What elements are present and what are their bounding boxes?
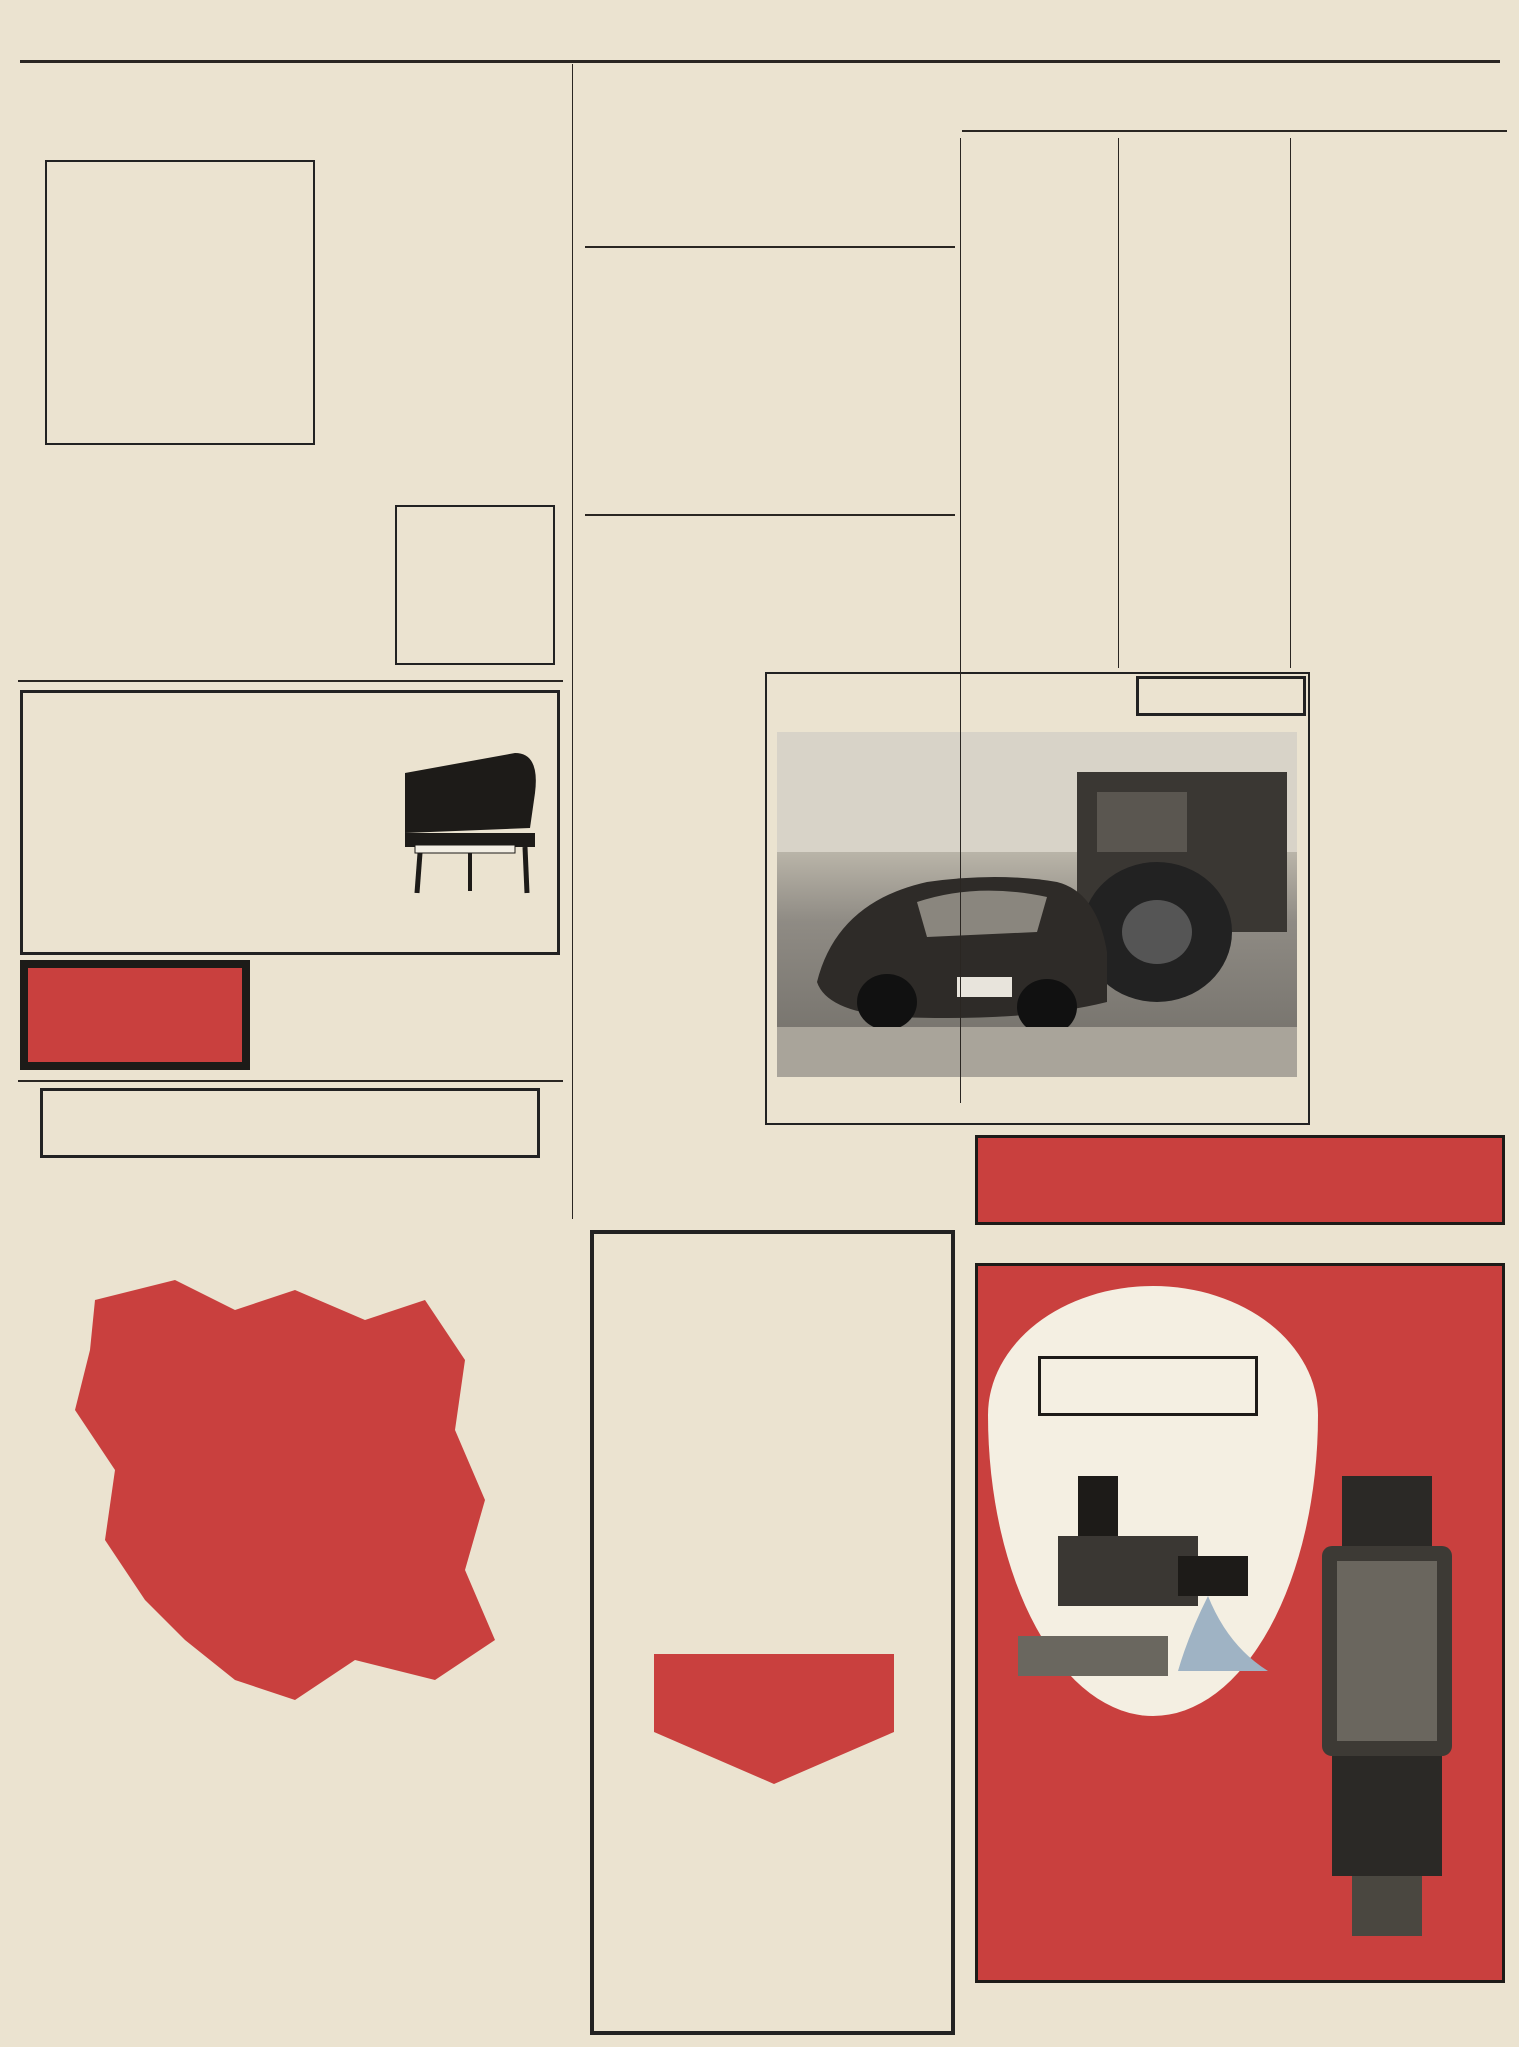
masthead [585,66,945,166]
lottery-top [594,1274,951,1334]
schimmel-brand-fa [63,727,363,797]
irrigation-icon [1018,1456,1278,1676]
census-title [15,1170,570,1230]
mysedon-inner [28,968,242,1062]
crossword-grid [45,160,315,445]
census-org [300,1822,550,1852]
census-heading2 [15,1778,570,1818]
iran-map [35,1240,535,1730]
schimmel-ad [20,690,560,955]
lottery-s2 [594,1596,951,1640]
lottery-s3 [604,1804,941,1838]
crossword-row-numbers [322,160,344,445]
census-q2 [85,1460,465,1520]
page-number [440,32,560,56]
jacuzzi-footer [1165,1995,1495,2023]
schimmel-years [63,797,363,821]
census-num-5 [195,1250,315,1276]
jacuzzi-sub [1095,1231,1495,1257]
crossword-solution-title [330,475,560,499]
photo-image [777,732,1297,1077]
census-final [15,1985,570,2019]
lottery-big [594,1354,951,1544]
air-body [585,360,955,510]
senate-col-mid [1125,138,1285,668]
daughters-notice [760,1135,970,1220]
jacuzzi-ad [975,1135,1505,2040]
census-notice [40,1088,540,1158]
senate-title [962,64,1507,128]
lottery-s1 [594,1554,951,1594]
census-num-2 [150,1610,230,1660]
photo-box [765,672,1310,1125]
air-sub [585,312,955,358]
jacuzzi-code2 [985,1995,1105,2023]
photo-label [1136,676,1306,716]
census-num-4 [25,1420,65,1470]
crossword-clues [350,134,562,464]
photocopy-ad [260,960,560,1070]
air-title [585,250,955,310]
notaries-body [570,594,760,1214]
census-ad [15,1170,570,2035]
notaries-title [570,520,955,590]
crossword-solution-grid [395,505,555,665]
census-num-0 [485,1310,555,1350]
lottery-s4 [604,1840,941,1874]
schimmel-desc [53,821,373,867]
mid-quote [585,170,955,242]
header-occasion [1037,6,1507,32]
jacuzzi-brand-en [1038,1356,1258,1416]
jacuzzi-pump-block [998,1736,1298,1936]
lottery-arrow [654,1654,894,1784]
photo-caption [777,1084,1297,1110]
census-law-title [250,1858,550,1878]
jacuzzi-dealer [988,1956,1493,1978]
lottery-ad [590,1230,955,2035]
senate-col-left [961,138,1113,668]
schimmel-dealer [33,925,548,947]
header-issue-line [30,32,390,56]
pump-icon [1292,1466,1482,1946]
lottery-prizes [604,1899,941,2029]
crossword-title [18,78,558,126]
census-num-1 [485,1440,565,1480]
census-law [35,1878,555,1978]
census-heading [15,1730,570,1778]
schimmel-brand-en [33,867,433,917]
jacuzzi-panel [975,1263,1505,1983]
jacuzzi-tags [1327,1286,1487,1456]
jacuzzi-slogan [975,1135,1505,1225]
schimmel-slogan [33,703,548,725]
census-num-3 [35,1570,75,1620]
jacuzzi-code [985,1231,1095,1257]
senate-col-right [1297,138,1507,1103]
crossword-col-numbers [45,136,315,158]
top-rule [20,60,1500,63]
mysedon-ad [20,960,250,1070]
census-q1 [125,1390,425,1450]
